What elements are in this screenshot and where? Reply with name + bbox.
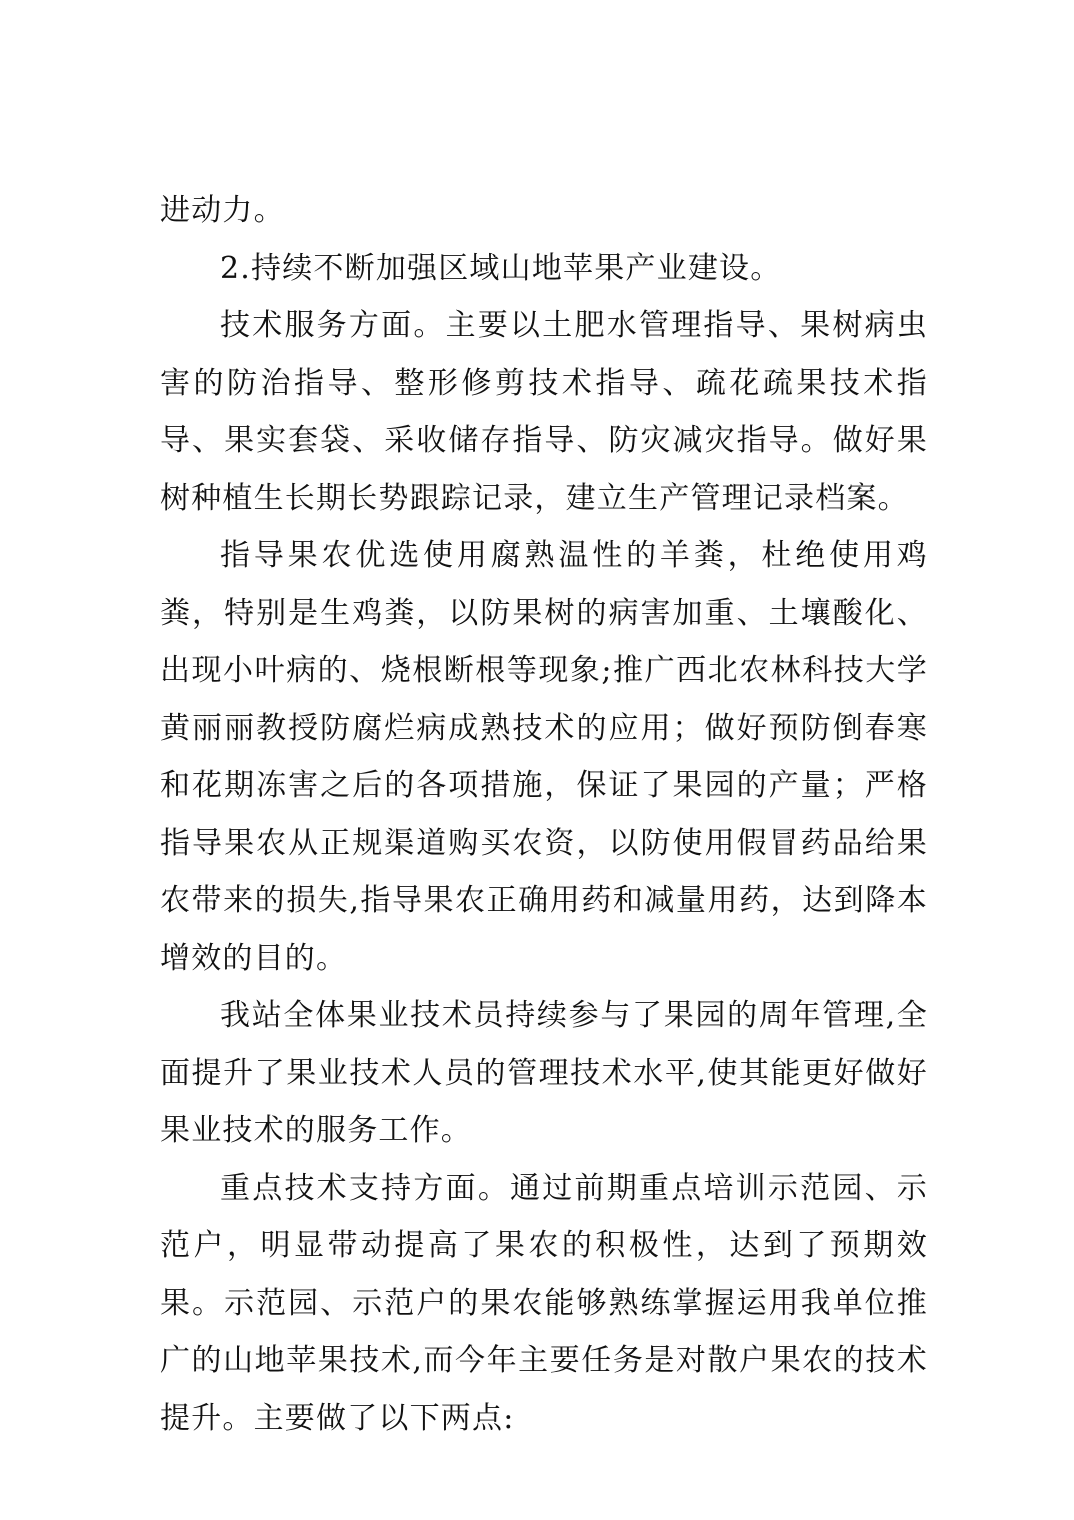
paragraph-technician-participation: 我站全体果业技术员持续参与了果园的周年管理,全面提升了果业技术人员的管理技术水平,使其能更好做好果业技术的服务工作。 [160,998,928,1148]
paragraph-technical-service: 技术服务方面。主要以土肥水管理指导、果树病虫害的防治指导、整形修剪技术指导、疏花疏果技术指导、果实套袋、采收储存指导、防灾减灾指导。做好果树种植生长期长势跟踪记录，建立生产管理记录档案。 [160,308,928,516]
section-heading: 2.持续不断加强区域山地苹果产业建设。 [220,250,782,286]
paragraph-fertilizer-guidance: 指导果农优选使用腐熟温性的羊粪，杜绝使用鸡粪，特别是生鸡粪，以防果树的病害加重、土壤酸化、出现小叶病的、烧根断根等现象;推广西北农林科技大学黄丽丽教授防腐烂病成熟技术的应用；做好预防倒春寒和花期冻害之后的各项措施，保证了果园的产量；严格指导果农从正规渠道购买农资，以防使用假冒药品给果农带来的损失,指导果农正确用药和减量用药，达到降本增效的目的。 [160,538,928,976]
paragraph-continuation: 进动力。 [160,193,285,228]
paragraph-key-support: 重点技术支持方面。通过前期重点培训示范园、示范户，明显带动提高了果农的积极性，达到了预期效果。示范园、示范户的果农能够熟练掌握运用我单位推广的山地苹果技术,而今年主要任务是对散户果农的技术提升。主要做了以下两点: [160,1170,928,1436]
body-text [160,182,928,1447]
